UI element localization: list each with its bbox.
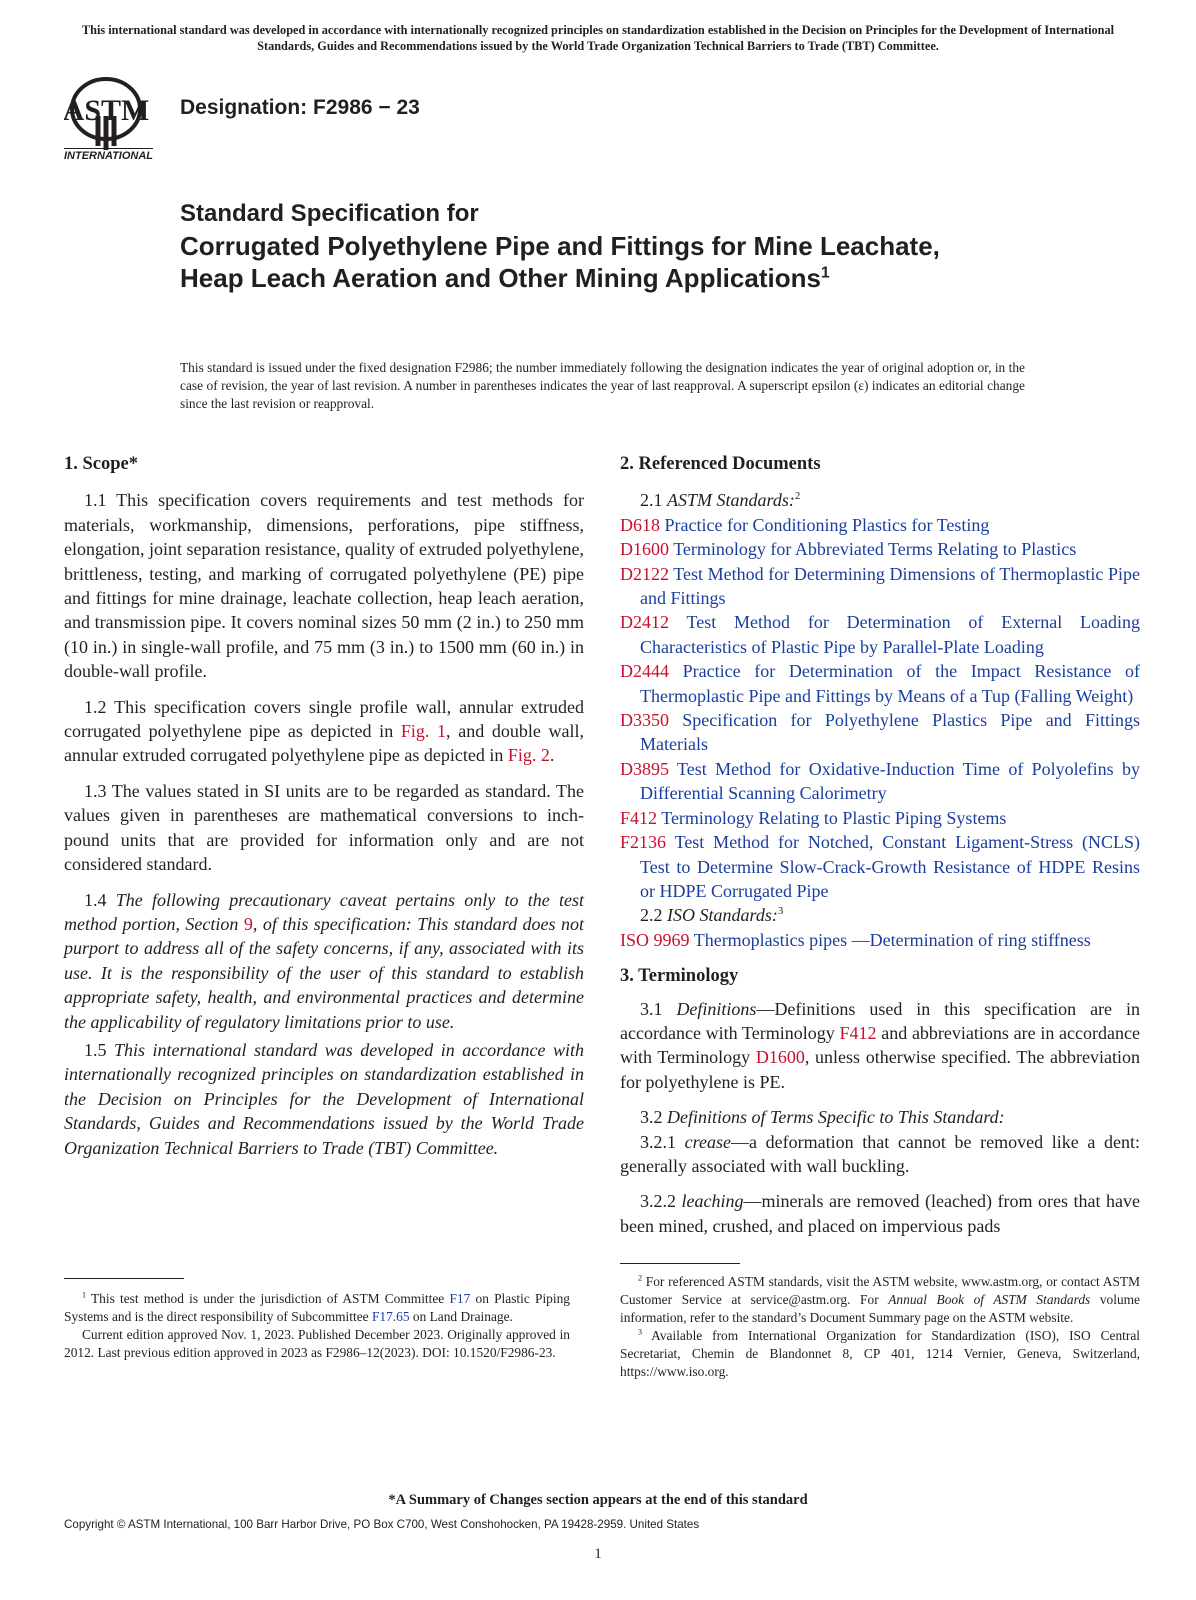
footnote-2 xyxy=(620,1273,1140,1327)
terminology-heading: 3. Terminology xyxy=(620,966,739,987)
astm-reference-item xyxy=(620,830,1140,903)
astm-reference-item xyxy=(620,806,1140,830)
astm-reference-item xyxy=(620,659,1140,708)
iso-standards-label xyxy=(620,903,1140,927)
footnote-2-mark: 2 xyxy=(638,1273,643,1283)
copyright: Copyright © ASTM International, 100 Barr Harbor Drive, PO Box C700, West Conshohocken, PA 19428-2959. United States xyxy=(64,1518,700,1531)
astm-reference-item xyxy=(620,562,1140,611)
astm-reference-code-link[interactable]: D2444 xyxy=(620,661,669,682)
scope-1-2 xyxy=(64,695,584,768)
astm-reference-title-link[interactable]: Terminology for Abbreviated Terms Relating to Plastics xyxy=(673,539,1077,560)
astm-reference-code-link[interactable]: D1600 xyxy=(620,539,669,560)
astm-reference-title-link[interactable]: Practice for Conditioning Plastics for Testing xyxy=(664,514,990,535)
term-3-2-2-term: leaching xyxy=(681,1191,744,1212)
astm-reference-code-link[interactable]: D3895 xyxy=(620,758,669,779)
f1765-link[interactable]: F17.65 xyxy=(371,1309,410,1324)
d1600-link[interactable]: D1600 xyxy=(755,1047,805,1068)
astm-reference-code-link[interactable]: D2412 xyxy=(620,612,669,633)
footnote-1-text-b: on Plastic Piping Systems and is the direct responsibility of Subcommittee xyxy=(64,1291,570,1324)
fig1-link[interactable]: Fig. 1 xyxy=(400,721,447,742)
iso-label-sup: 3 xyxy=(777,905,784,918)
term-3-1-text-c: , unless otherwise specified. The abbreviation for polyethylene is PE. xyxy=(620,1047,1140,1092)
scope-1-4-num: 1.4 xyxy=(84,889,116,910)
term-3-2-1-term: crease xyxy=(684,1131,731,1152)
issued-note: This standard is issued under the fixed designation F2986; the number immediately following the designation indicates the year of original adoption or, in the case of revision, the year of last revision. A number in parentheses indicates the year of last reapproval. A superscript epsilon (ε) indicates an editorial change since the last revision or reapproval. xyxy=(180,360,1025,411)
designation: Designation: F2986 − 23 xyxy=(180,96,420,119)
astm-reference-code-link[interactable]: F2136 xyxy=(620,832,667,853)
footnote-3 xyxy=(620,1327,1140,1381)
scope-heading: 1. Scope* xyxy=(64,454,138,474)
astm-reference-item xyxy=(620,610,1140,659)
astm-reference-title-link[interactable]: Practice for Determination of the Impact Resistance of Thermoplastic Pipe and Fittings by Means of a Tup (Falling Weight) xyxy=(640,661,1140,706)
astm-label-text: ASTM Standards: xyxy=(667,490,795,511)
term-3-2-2-text: —minerals are removed (leached) from ores that have been mined, crushed, and placed on impervious pads xyxy=(620,1191,1140,1236)
scope-1-5 xyxy=(64,1038,584,1160)
scope-1-4 xyxy=(64,888,584,1034)
footnote-3-text: Available from International Organization for Standardization (ISO), ISO Central Secretariat, Chemin de Blandonnet 8, CP 401, 1214 Vernier, Geneva, Switzerland, https://www.iso.org. xyxy=(620,1328,1140,1379)
title-line2: Corrugated Polyethylene Pipe and Fittings for Mine Leachate, Heap Leach Aeration and Other Mining Applications xyxy=(180,231,940,293)
term-3-2-num: 3.2 xyxy=(640,1107,667,1128)
title-line1: Standard Specification for xyxy=(180,200,479,227)
iso-reference-title-link[interactable]: Thermoplastics pipes —Determination of ring stiffness xyxy=(693,929,1091,950)
scope-1-2-text-b: , and double wall, annular extruded corrugated polyethylene pipe as depicted in xyxy=(64,721,584,766)
scope-1-5-text: This international standard was developed in accordance with internationally recognized principles on standardization established in the Decision on Principles for the Development of International Standards, Guides and Recommendations issued by the World Trade Organization Technical Barriers to Trade (TBT) Committee. xyxy=(64,1039,584,1158)
astm-reference-title-link[interactable]: Test Method for Oxidative-Induction Time of Polyolefins by Differential Scanning Calorimetry xyxy=(640,758,1140,804)
fig2-link[interactable]: Fig. 2 xyxy=(507,745,550,766)
iso-label-num: 2.2 xyxy=(640,905,667,926)
logo-text: ASTM xyxy=(64,94,150,127)
astm-reference-title-link[interactable]: Terminology Relating to Plastic Piping Systems xyxy=(661,807,1007,828)
footnote-rule-right xyxy=(620,1263,740,1264)
astm-reference-code-link[interactable]: F412 xyxy=(620,807,658,828)
astm-reference-title-link[interactable]: Specification for Polyethylene Plastics Pipe and Fittings Materials xyxy=(640,710,1140,755)
scope-1-2-text-a: 1.2 This specification covers single profile wall, annular extruded corrugated polyethylene pipe as depicted in xyxy=(64,696,584,742)
astm-reference-item xyxy=(620,513,1140,537)
scope-1-1: 1.1 This specification covers requirements and test methods for materials, workmanship, dimensions, perforations, pipe stiffness, elongation, joint separation resistance, quality of extruded polyethylene, brittleness, testing, and marking of corrugated polyethylene (PE) pipe and fittings for mine drainage, leachate collection, heap leach aeration, and transmission pipe. It covers nominal sizes 50 mm (2 in.) to 250 mm (10 in.) in single-wall profile, and 75 mm (3 in.) to 1500 mm (60 in.) in double-wall profile. xyxy=(64,490,584,682)
astm-reference-item xyxy=(620,757,1140,806)
iso-label-text: ISO Standards: xyxy=(667,905,778,926)
iso-reference-list xyxy=(620,928,1140,952)
summary-note: *A Summary of Changes section appears at the end of this standard xyxy=(388,1492,808,1508)
astm-reference-item xyxy=(620,537,1140,561)
astm-reference-code-link[interactable]: D618 xyxy=(620,514,660,535)
astm-reference-item xyxy=(620,708,1140,757)
footnote-rule-left xyxy=(64,1278,184,1279)
astm-label-num: 2.1 xyxy=(640,490,667,511)
astm-logo xyxy=(64,76,168,166)
term-3-2-1 xyxy=(620,1130,1140,1179)
footnote-1-text-c: on Land Drainage. xyxy=(409,1309,513,1324)
term-3-2 xyxy=(620,1105,1140,1129)
term-3-2-2 xyxy=(620,1189,1140,1238)
scope-1-5-num: 1.5 xyxy=(84,1039,114,1060)
right-column xyxy=(620,452,1140,1249)
term-3-1-num: 3.1 xyxy=(640,998,677,1019)
left-column xyxy=(64,452,584,1171)
title-footnote-mark: 1 xyxy=(820,264,830,282)
astm-reference-code-link[interactable]: D2122 xyxy=(620,563,669,584)
page-number: 1 xyxy=(594,1546,602,1562)
scope-1-3: 1.3 The values stated in SI units are to be regarded as standard. The values given in parentheses are mathematical conversions to inch-pound units that are provided for information only and are not considered standard. xyxy=(64,780,584,875)
term-3-2-2-num: 3.2.2 xyxy=(640,1191,682,1212)
edition-note: Current edition approved Nov. 1, 2023. Published December 2023. Originally approved in 2012. Last previous edition approved in 2023 as F2986–12(2023). DOI: 10.1520/F2986-23. xyxy=(64,1327,570,1360)
scope-1-2-text-c: . xyxy=(549,745,555,766)
term-3-2-text: Definitions of Terms Specific to This Standard: xyxy=(667,1107,1005,1128)
footnotes-left xyxy=(64,1290,570,1362)
f412-link[interactable]: F412 xyxy=(839,1022,877,1043)
scope-1-4-text-b: , of this specification: This standard does not purport to address all of the safety concerns, if any, associated with its use. It is the responsibility of the user of this standard to establish appropriate safety, health, and environmental practices and determine the applicability of regulatory limitations prior to use. xyxy=(64,913,584,1032)
astm-reference-title-link[interactable]: Test Method for Determining Dimensions of Thermoplastic Pipe and Fittings xyxy=(640,563,1140,609)
iso-reference-item xyxy=(620,928,1140,952)
footnote-2-text-b: volume information, refer to the standard’s Document Summary page on the ASTM website. xyxy=(620,1292,1140,1325)
document-title xyxy=(180,198,940,294)
footnote-2-text-a: For referenced ASTM standards, visit the ASTM website, www.astm.org, or contact ASTM Customer Service at service@astm.org. For xyxy=(620,1274,1140,1307)
term-3-1-text-b: and abbreviations are in accordance with Terminology xyxy=(620,1022,1140,1068)
astm-label-sup: 2 xyxy=(794,490,801,503)
footnote-3-mark: 3 xyxy=(638,1327,643,1337)
refdocs-heading: 2. Referenced Documents xyxy=(620,454,821,474)
header-note: This international standard was developed in accordance with internationally recognized principles on standardization established in the Decision on Principles for the Development of International Standards, Guides and Recommendations issued by the World Trade Organization Technical Barriers to Trade (TBT) Committee. xyxy=(81,23,1115,53)
footnote-1-text-a: This test method is under the jurisdiction of ASTM Committee xyxy=(86,1291,450,1306)
footnote-1-mark: 1 xyxy=(82,1290,87,1300)
astm-reference-list xyxy=(620,513,1140,904)
footnotes-right xyxy=(620,1273,1140,1381)
astm-reference-title-link[interactable]: Test Method for Determination of External Loading Characteristics of Plastic Pipe by Parallel-Plate Loading xyxy=(640,612,1140,657)
logo-subtext: INTERNATIONAL xyxy=(64,150,154,162)
term-3-1-text-a: —Definitions used in this specification are in accordance with Terminology xyxy=(620,998,1140,1043)
astm-reference-title-link[interactable]: Test Method for Notched, Constant Ligament-Stress (NCLS) Test to Determine Slow-Crack-Growth Resistance of HDPE Resins or HDPE Corrugated Pipe xyxy=(640,832,1140,901)
section-9-link[interactable]: 9 xyxy=(243,913,253,934)
term-3-1-term: Definitions xyxy=(676,998,757,1019)
f17-link[interactable]: F17 xyxy=(449,1291,471,1306)
footnote-1 xyxy=(64,1290,570,1326)
term-3-2-1-num: 3.2.1 xyxy=(640,1131,685,1152)
footnote-2-book: Annual Book of ASTM Standards xyxy=(888,1292,1091,1307)
astm-standards-label xyxy=(620,488,1140,512)
astm-reference-code-link[interactable]: D3350 xyxy=(620,710,669,731)
term-3-1 xyxy=(620,997,1140,1095)
term-3-2-1-text: —a deformation that cannot be removed like a dent: generally associated with wall buckling. xyxy=(620,1131,1140,1176)
iso-reference-code-link[interactable]: ISO 9969 xyxy=(620,929,690,950)
scope-1-4-text-a: The following precautionary caveat pertains only to the test method portion, Section xyxy=(64,889,584,934)
